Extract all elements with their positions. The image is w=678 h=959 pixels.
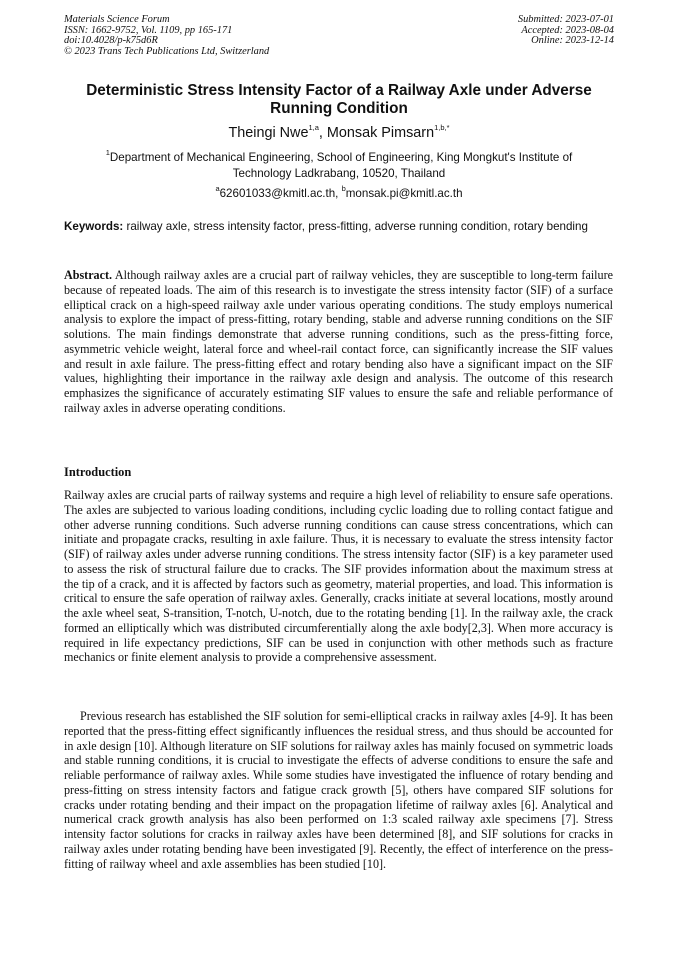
author-separator: , (318, 125, 327, 141)
keywords (64, 220, 613, 235)
email-address: 62601033@kmitl.ac.th, (219, 187, 342, 200)
abstract-text: Although railway axles are a crucial part of railway vehicles, they are susceptible to long-term failure because of repeated loads. The aim of this research is to investigate the stress intensity factor (SIF) of a surface elliptical crack on a high-speed railway axle under various operating conditions. The study employs numerical analysis to explore the impact of press-fitting, rotary bending, stable and adverse running conditions on the SIF solutions. The main findings demonstrate that adverse running conditions, such as the press-fitting force, asymmetric vehicle weight, lateral force and wheel-rail contact force, can significantly increase the SIF values and result in axle failure. The press-fitting effect and rotary bending also have a significant impact on the SIF values, highlighting their importance in the railway axle design and analysis. The outcome of this research emphasizes the significance of accurately estimating SIF values to ensure the safe and reliable performance of railway axles in adverse operating conditions. (64, 268, 613, 415)
author-affiliation-mark: 1,b,* (434, 123, 450, 133)
paper-title: Deterministic Stress Intensity Factor of a Railway Axle under Adverse Running Condition (86, 82, 592, 117)
affiliation (84, 150, 594, 181)
author-affiliation-mark: 1,a (308, 123, 319, 133)
copyright-line: © 2023 Trans Tech Publications Ltd, Switzerland (64, 45, 270, 57)
abstract (64, 268, 613, 416)
email-mark: b (341, 184, 346, 194)
email-address: monsak.pi@kmitl.ac.th (345, 187, 463, 200)
doi-line: doi:10.4028/p-k75d6R (64, 35, 158, 47)
author-name: Theingi Nwe (228, 125, 309, 141)
journal-header-right (518, 15, 614, 47)
accepted-date: Accepted: 2023-08-04 (521, 24, 614, 36)
issn-line: ISSN: 1662-9752, Vol. 1109, pp 165-171 (64, 24, 233, 36)
introduction-paragraph: Previous research has established the SIF solution for semi-elliptical cracks in railway axles [4-9]. It has been reported that the press-fitting effect significantly influences the residual stress, and thus should be accounted for in axle design [10]. Although literature on SIF solutions for railway axles has mainly focused on symmetric loads and stable running conditions, it is crucial to investigate the effects of adverse conditions to ensure the safe and reliable performance of railway axles. While some studies have investigated the influence of rotary bending and press-fitting on stress intensity factors and fatigue crack growth [5], others have compared SIF solutions for cracks under rotating bending and their impact on the propagation lifetime of railway axles [6]. Analytical and numerical crack growth analysis has also been performed on 1:3 scaled railway axle specimens [7]. Stress intensity factor solutions for cracks in railway axles have been determined [8], and SIF solutions for cracks in railway axles under rotating bending have been investigated [9]. Recently, the effect of interference on the press-fitting of railway wheel and axle assemblies has been studied [10]. (64, 709, 613, 871)
introduction-paragraph: Railway axles are crucial parts of railway systems and require a high level of reliability to ensure safe operations. The axles are subjected to various loading conditions, including cyclic loading due to rolling contact fatigue and other adverse running conditions. Such adverse running conditions can cause stress concentrations, which can initiate and propagate cracks, resulting in axle failure. Thus, it is necessary to evaluate the stress intensity factor (SIF) of railway axles under adverse running conditions. The stress intensity factor (SIF) is a key parameter used to assess the risk of structural failure due to cracks. The SIF provides information about the maximum stress at the tip of a crack, and it is affected by factors such as geometry, material properties, and load. This information is critical to ensure the safe operation of railway axles. Generally, cracks initiate at several locations, mostly around the axle wheel seat, S-transition, T-notch, U-notch, due to the rotating bending [1]. In the railway axle, the crack formed an elliptically which was distributed circumferentially along the axle body[2,3]. When more accuracy is required in life expectancy predictions, SIF can be used in conjunction with other methods such as fracture mechanics or finite element analysis to provide a comprehensive assessment. (64, 488, 613, 665)
affiliation-mark: 1 (105, 148, 110, 158)
keywords-text: railway axle, stress intensity factor, press-fitting, adverse running condition, rotary bending (123, 220, 588, 233)
email-mark: a (215, 184, 220, 194)
keywords-label: Keywords: (64, 220, 124, 233)
affiliation-text: Department of Mechanical Engineering, School of Engineering, King Mongkut's Institute of Technology Ladkrabang, 10520, Thailand (109, 151, 573, 180)
journal-header-left (64, 15, 269, 57)
abstract-label: Abstract. (64, 268, 113, 282)
submitted-date: Submitted: 2023-07-01 (517, 14, 614, 25)
journal-name: Materials Science Forum (64, 14, 170, 25)
author-name: Monsak Pimsarn (326, 125, 435, 141)
online-date: Online: 2023-12-14 (531, 35, 614, 47)
author-emails (64, 186, 614, 201)
section-heading-introduction: Introduction (64, 465, 132, 479)
author-list (64, 124, 614, 142)
